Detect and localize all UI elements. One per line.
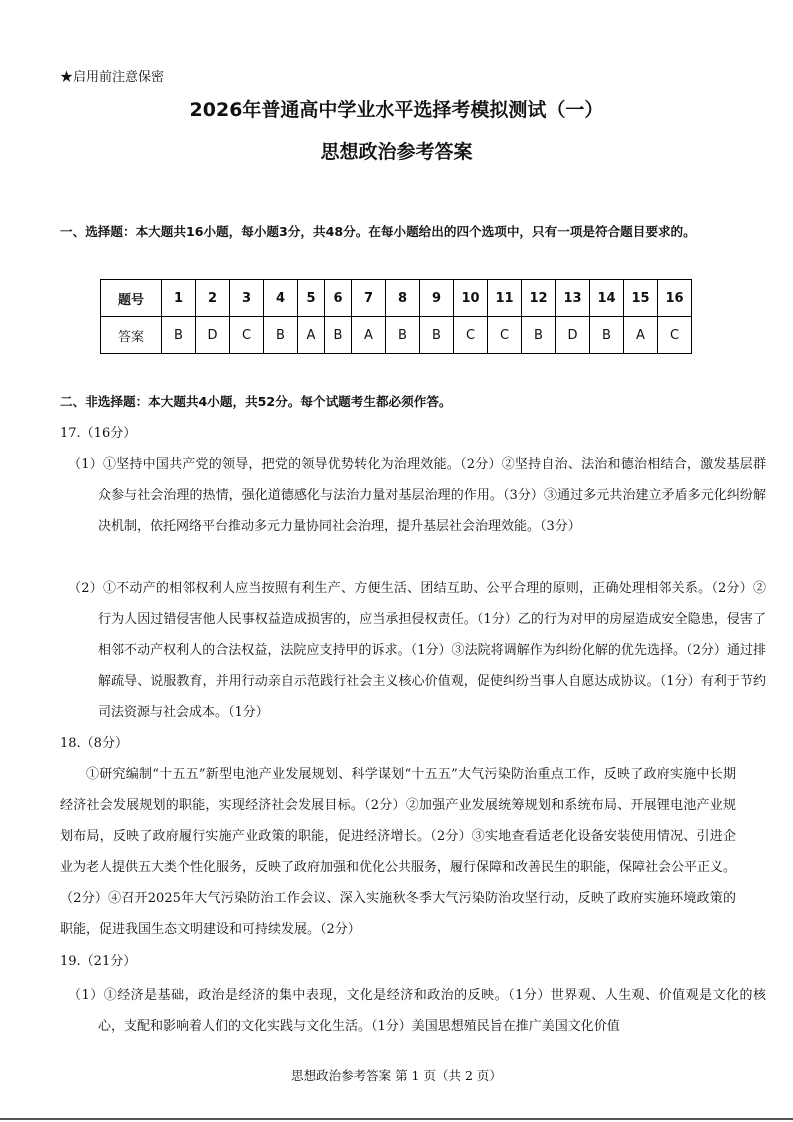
question-17-part-2: （2）①不动产的相邻权利人应当按照有利生产、方便生活、团结互助、公平合理的原则，正确处理相邻关系。（2分）②行为人因过错侵害他人民事权益造成损害的，应当承担侵权责任。（1分）乙的行为对甲的房屋造成安全隐患，侵害了相邻不动产权利人的合法权益，法院应支持甲的诉求。（1分）③法院将调解作为纠纷化解的优先选择。（2分）通过排解疏导、说服教育，并用行动亲自示范践行社会主义核心价值观，促使纠纷当事人自愿达成协议。（1分）有利于节约司法资源与社会成本。（1分） <box>68 581 766 720</box>
answer-cell: B <box>590 317 624 354</box>
question-number: 15 <box>624 280 658 317</box>
answer-cell: C <box>454 317 488 354</box>
answer-table <box>100 279 692 354</box>
answer-cell: A <box>352 317 386 354</box>
answer-table-answer-row <box>101 317 692 354</box>
table-label-answer: 答案 <box>101 317 162 354</box>
question-18-answer: ①研究编制“十五五”新型电池产业发展规划、科学谋划“十五五”大气污染防治重点工作，反映了政府实施中长期经济社会发展规划的职能，实现经济社会发展目标。（2分）②加强产业发展统筹规划和系统布局、开展锂电池产业规划布局，反映了政府履行实施产业政策的职能，促进经济增长。（2分）③实地查看适老化设备安装使用情况、引进企业为老人提供五大类个性化服务，反映了政府加强和优化公共服务，履行保障和改善民生的职能，保障社会公平正义。（2分）④召开2025年大气污染防治工作会议、深入实施秋冬季大气污染防治攻坚行动，反映了政府实施环境政策的职能，促进我国生态文明建设和可持续发展。（2分） <box>60 767 737 937</box>
question-number: 4 <box>264 280 298 317</box>
answer-cell: B <box>420 317 454 354</box>
answer-cell: B <box>264 317 298 354</box>
question-number: 1 <box>162 280 196 317</box>
answer-cell: B <box>162 317 196 354</box>
question-17-part-1: （1）①坚持中国共产党的领导，把党的领导优势转化为治理效能。（2分）②坚持自治、法治和德治相结合，激发基层群众参与社会治理的热情，强化道德感化与法治力量对基层治理的作用。（3分）③通过多元共治建立矛盾多元化纠纷解决机制，依托网络平台推动多元力量协同社会治理，提升基层社会治理效能。（3分） <box>68 457 766 534</box>
answer-cell: C <box>488 317 522 354</box>
table-label-number: 题号 <box>101 280 162 317</box>
question-number: 12 <box>522 280 556 317</box>
section2-heading: 二、非选择题：本大题共4小题，共52分。每个试题考生都必须作答。 <box>60 394 452 409</box>
answer-cell: C <box>230 317 264 354</box>
answer-cell: D <box>556 317 590 354</box>
answer-cell: B <box>522 317 556 354</box>
question-number: 13 <box>556 280 590 317</box>
question-number: 14 <box>590 280 624 317</box>
answer-cell: A <box>298 317 325 354</box>
page-footer: 思想政治参考答案 第 1 页（共 2 页） <box>291 1068 502 1083</box>
question-18-heading: 18.（8分） <box>60 736 128 751</box>
question-number: 3 <box>230 280 264 317</box>
question-number: 6 <box>325 280 352 317</box>
question-19-heading: 19.（21分） <box>60 954 137 969</box>
answer-table-number-row <box>101 280 692 317</box>
bottom-rule <box>0 1118 793 1120</box>
question-number: 5 <box>298 280 325 317</box>
answer-cell: D <box>196 317 230 354</box>
question-number: 10 <box>454 280 488 317</box>
question-number: 16 <box>658 280 692 317</box>
confidential-notice: ★启用前注意保密 <box>60 70 165 85</box>
question-number: 8 <box>386 280 420 317</box>
question-number: 9 <box>420 280 454 317</box>
question-number: 11 <box>488 280 522 317</box>
answer-cell: B <box>325 317 352 354</box>
answer-cell: A <box>624 317 658 354</box>
question-number: 7 <box>352 280 386 317</box>
answer-cell: C <box>658 317 692 354</box>
page-title: 2026年普通高中学业水平选择考模拟测试（一） <box>189 99 604 121</box>
question-17-heading: 17.（16分） <box>60 426 137 441</box>
question-19-part-1: （1）①经济是基础，政治是经济的集中表现，文化是经济和政治的反映。（1分）世界观、人生观、价值观是文化的核心，支配和影响着人们的文化实践与文化生活。（1分）美国思想殖民旨在推广美国文化价值 <box>68 988 766 1034</box>
section1-heading: 一、选择题：本大题共16小题，每小题3分，共48分。在每小题给出的四个选项中，只有一项是符合题目要求的。 <box>60 224 696 239</box>
page-subtitle: 思想政治参考答案 <box>320 141 473 163</box>
question-number: 2 <box>196 280 230 317</box>
answer-cell: B <box>386 317 420 354</box>
